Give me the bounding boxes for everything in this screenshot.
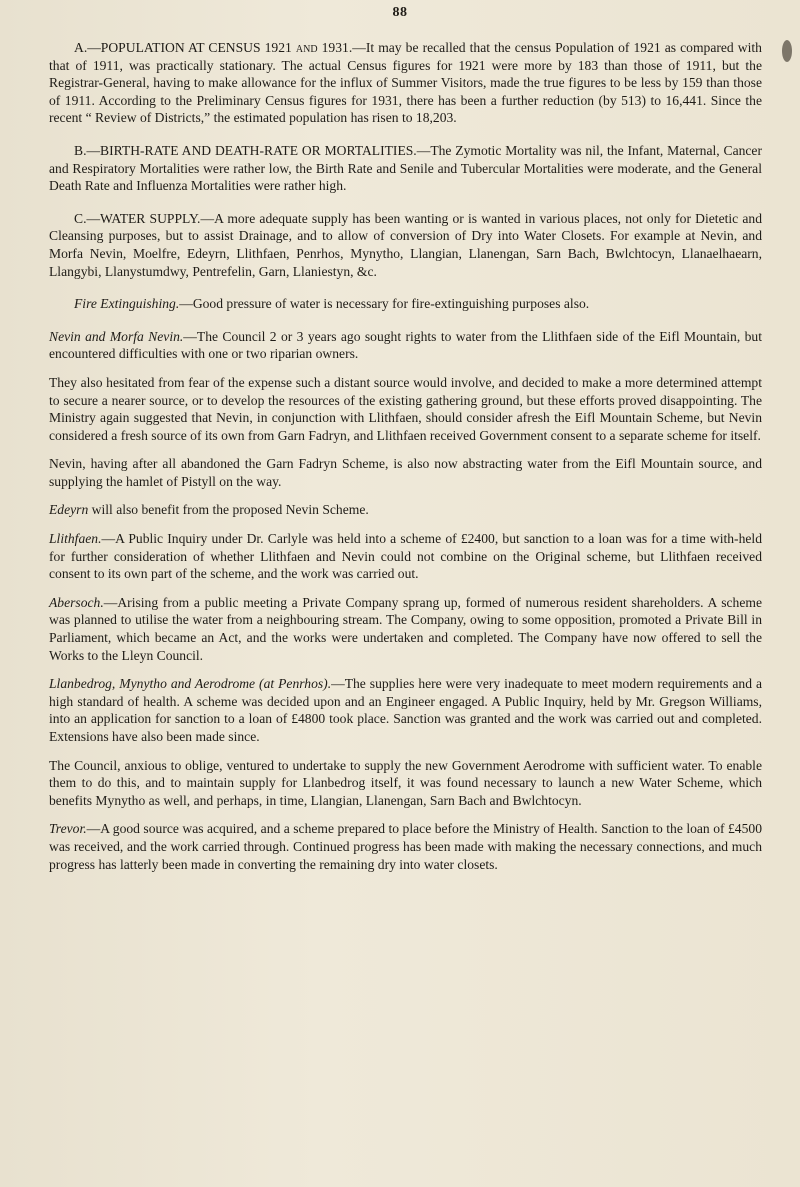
margin-mark [782,40,792,62]
title-abersoch: Abersoch. [49,594,104,610]
paragraph-water-supply [49,210,762,280]
title-trevor: Trevor. [49,821,87,837]
text-llithfaen: —A Public Inquiry under Dr. Carlyle was held into a scheme of £2400, but sanction to a loan was for a time with-held for further consideration of whether Llithfaen and Nevin could not combine on the Original scheme, but Llithfaen received consent to its own part of the scheme, and the work was carried out. [49,531,762,582]
paragraph-birth-death [49,142,762,195]
text-water-supply: —A more adequate supply has been wanting or is wanted in various places, not only for Dietetic and Cleansing purposes, but to assist Drainage, and to allow of conversion of Dry into Water Closets. For example at Nevin, and Morfa Nevin, Moelfre, Edeyrn, Llithfaen, Penrhos, Mynytho, Llangian, Llanengan, Sarn Bach, Bwlchtocyn, Llanaelhaearn, Llangybi, Llanystumdwy, Pentrefelin, Garn, Llaniestyn, &c. [49,210,763,279]
paragraph-abersoch [49,594,762,664]
document-body [49,39,762,884]
paragraph-fire [49,295,762,313]
text-edeyrn: will also benefit from the proposed Nevin Scheme. [88,502,369,518]
paragraph-council: The Council, anxious to oblige, ventured to undertake to supply the new Government Aerodrome with sufficient water. To enable them to do this, and to maintain supply for Llanbedrog itself, it was found necessary to launch a new Water Scheme, which benefits Mynytho as well, and perhaps, in time, Llangian, Llanengan, Sarn Bach and Bwlchtocyn. [49,757,762,808]
title-edeyrn: Edeyrn [49,502,89,518]
text-fire: —Good pressure of water is necessary for fire-extinguishing purposes also. [179,296,590,312]
text-trevor: —A good source was acquired, and a scheme prepared to place before the Ministry of Health. Sanction to the loan of £4500 was received, and the work carried through. Continued progress has been made with making the necessary connections, and much progress has latterly been made in converting the remaining dry into water closets. [49,821,762,872]
text-population: —It may be recalled that the census Population of 1921 as compared with that of 1911, was practically stationary. The actual Census figures for 1921 were more by 183 than those of 1911, but the Registrar-General, having to make allowance for the influx of Summer Visitors, made the true figures to be less by 159 than those of 1911. According to the Preliminary Census figures for 1931, there has been a further reduction (by 513) to 16,441. Since the recent “ Review of Districts,” the estimated population has risen to 18,203. [49,40,762,126]
heading-population-end: 1931. [321,40,353,55]
heading-population: A.—POPULATION AT CENSUS 1921 [74,40,292,55]
paragraph-population [49,39,762,127]
heading-water-supply: C.—WATER SUPPLY. [74,210,201,226]
title-fire: Fire Extinguishing. [74,296,180,312]
title-nevin: Nevin and Morfa Nevin. [49,328,184,344]
paragraph-nevin-2: They also hesitated from fear of the expense such a distant source would involve, and decided to make a more determined attempt to secure a nearer source, or to develop the resources of the existing gathering ground, but these efforts proved disappointing. The Ministry again suggested that Nevin, in conjunction with Llithfaen, should consider afresh the Eifl Mountain Scheme, but Nevin considered a fresh source of its own from Garn Fadryn, and Llithfaen received Government consent to a separate scheme for itself. [49,374,762,443]
heading-birth-death: B.—BIRTH-RATE AND DEATH-RATE OR MORTALITIES. [74,142,417,158]
text-birth-death: —The Zymotic Mortality was nil, the Infant, Maternal, Cancer and Respiratory Mortalities were rather low, the Birth Rate and Senile and Tubercular Mortalities were moderate, and the General Death Rate and Influenza Mortalities were rather high. [49,142,762,194]
paragraph-edeyrn [49,501,762,519]
paragraph-nevin-3: Nevin, having after all abandoned the Garn Fadryn Scheme, is also now abstracting water from the Eifl Mountain source, and supplying the hamlet of Pistyll on the way. [49,456,762,489]
text-llanbedrog: —The supplies here were very inadequate to meet modern requirements and a high standard of health. A scheme was decided upon and an Engineer engaged. A Public Inquiry, held by Mr. Gregson Williams, into an application for sanction to a loan of £4800 took place. Sanction was granted and the work was carried out and completed. Extensions have also been made since. [49,676,762,744]
paragraph-trevor [49,820,762,873]
heading-population-and: and [295,40,318,55]
page-number: 88 [392,5,408,20]
paragraph-llanbedrog [49,675,762,745]
title-llithfaen: Llithfaen. [49,531,102,547]
text-abersoch: —Arising from a public meeting a Private Company sprang up, formed of numerous resident shareholders. A scheme was planned to utilise the water from a neighbouring stream. The Company, owing to some opposition, promoted a Private Bill in Parliament, which became an Act, and the works were undertaken and completed. The Company have now offered to sell the Works to the Lleyn Council. [49,594,762,663]
text-nevin: —The Council 2 or 3 years ago sought rights to water from the Llithfaen side of the Eifl Mountain, but encountered difficulties with one or two riparian owners. [49,328,762,362]
title-llanbedrog: Llanbedrog, Mynytho and Aerodrome (at Penrhos). [49,676,332,692]
paragraph-llithfaen [49,530,762,583]
paragraph-nevin [49,328,762,363]
